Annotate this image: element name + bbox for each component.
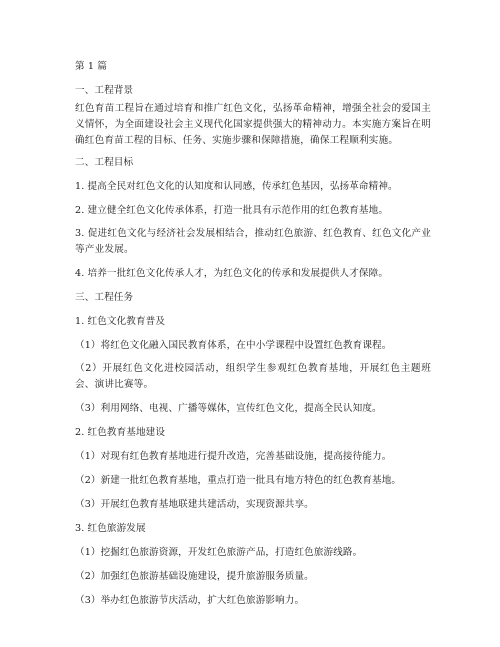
task-item: （3）利用网络、电视、广播等媒体，宣传红色文化，提高全民认知度。 bbox=[75, 403, 382, 414]
page-label: 第 1 篇 bbox=[75, 61, 107, 72]
section-heading-goals: 二、工程目标 bbox=[75, 157, 134, 168]
task-group-title: 1. 红色文化教育普及 bbox=[75, 316, 166, 327]
goal-item: 1. 提高全民对红色文化的认知度和认同感，传承红色基因，弘扬革命精神。 bbox=[75, 181, 398, 192]
goal-item: 3. 促进红色文化与经济社会发展相结合，推动红色旅游、红色教育、红色文化产业等产业发展。 bbox=[75, 228, 431, 255]
task-item: （2）开展红色文化进校园活动，组织学生参观红色教育基地，开展红色主题班会、演讲比赛等。 bbox=[75, 363, 431, 390]
section-heading-tasks: 三、工程任务 bbox=[75, 292, 134, 303]
task-item: （1）挖掘红色旅游资源，开发红色旅游产品，打造红色旅游线路。 bbox=[75, 547, 363, 558]
task-group-title: 3. 红色旅游发展 bbox=[75, 523, 146, 534]
task-item: （1）将红色文化融入国民教育体系，在中小学课程中设置红色教育课程。 bbox=[75, 340, 392, 351]
task-item: （2）加强红色旅游基础设施建设，提升旅游服务质量。 bbox=[75, 571, 314, 582]
goal-item: 4. 培养一批红色文化传承人才，为红色文化的传承和发展提供人才保障。 bbox=[75, 268, 389, 279]
task-item: （3）举办红色旅游节庆活动，扩大红色旅游影响力。 bbox=[75, 595, 305, 606]
background-paragraph: 红色育苗工程旨在通过培育和推广红色文化，弘扬革命精神，增强全社会的爱国主义情怀，为全面建设社会主义现代化国家提供强大的精神动力。本实施方案旨在明确红色育苗工程的目标、任务、实施步骤和保障措施，确保工程顺利实施。 bbox=[75, 103, 431, 146]
goal-item: 2. 建立健全红色文化传承体系，打造一批具有示范作用的红色教育基地。 bbox=[75, 205, 389, 216]
task-item: （2）新建一批红色教育基地，重点打造一批具有地方特色的红色教育基地。 bbox=[75, 475, 402, 486]
section-heading-background: 一、工程背景 bbox=[75, 85, 134, 96]
task-group-title: 2. 红色教育基地建设 bbox=[75, 427, 166, 438]
task-item: （3）开展红色教育基地联建共建活动，实现资源共享。 bbox=[75, 499, 314, 510]
task-item: （1）对现有红色教育基地进行提升改造，完善基础设施，提高接待能力。 bbox=[75, 451, 392, 462]
